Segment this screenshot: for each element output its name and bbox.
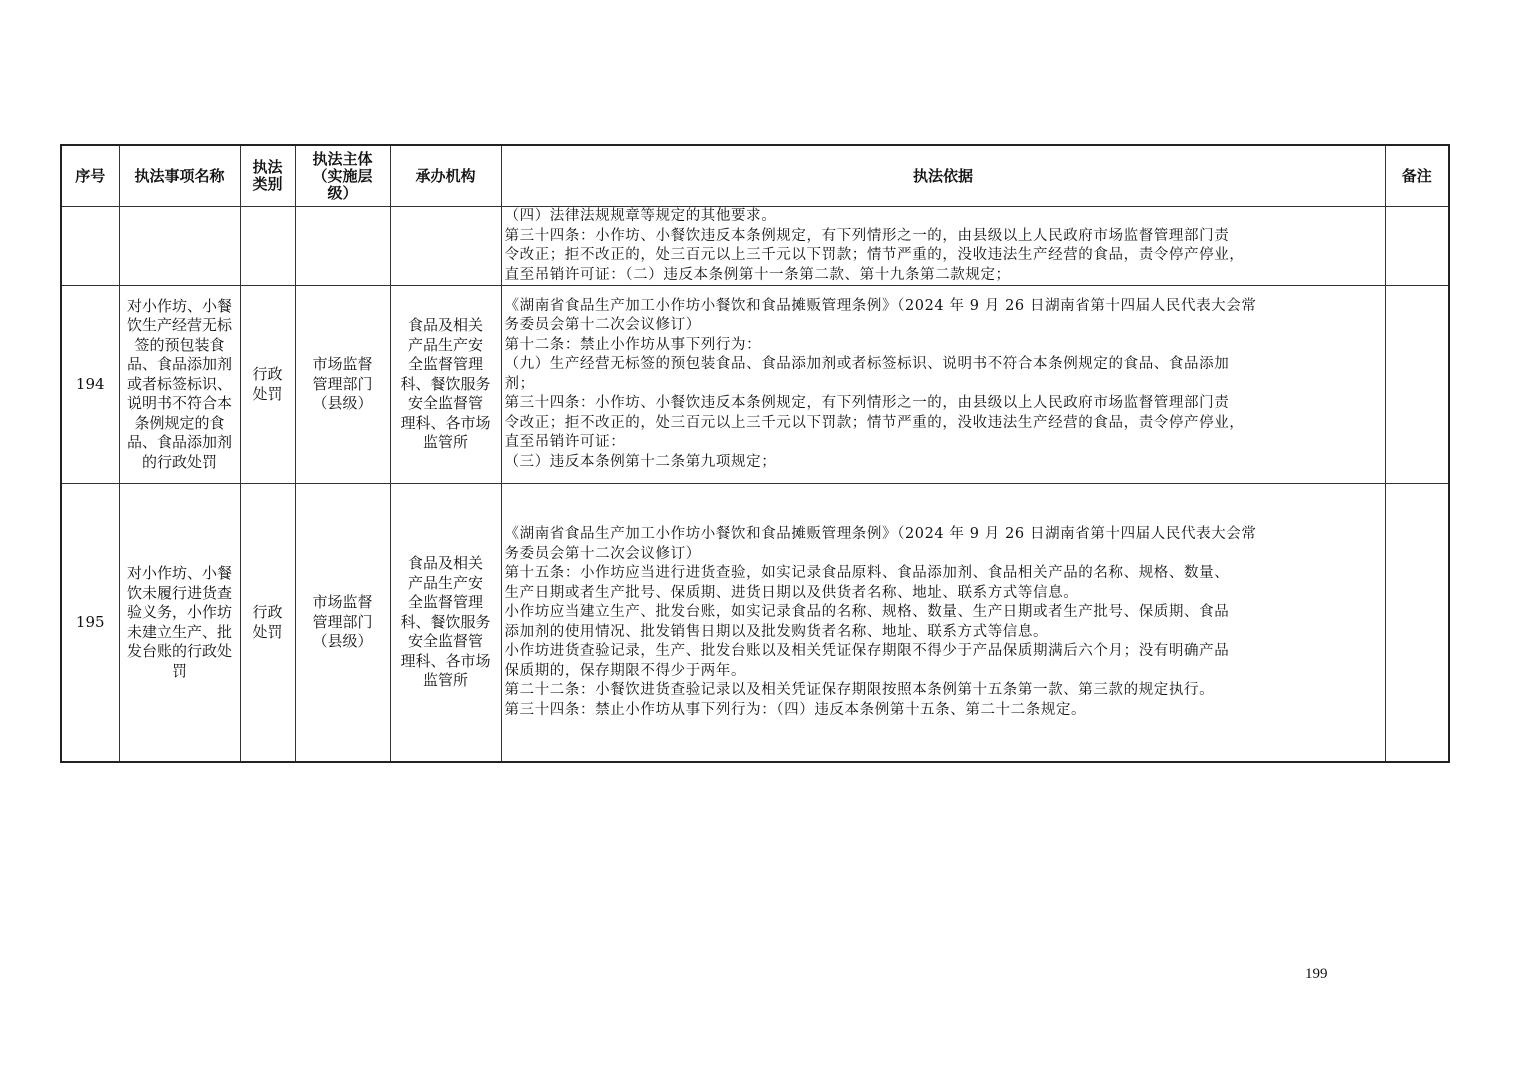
basis-line: 添加剂的使用情况、批发销售日期以及批发购货者名称、地址、联系方式等信息。 bbox=[504, 623, 1049, 640]
table-row bbox=[61, 207, 1449, 286]
cell-org: 食品及相关 产品生产安 全监督管理 科、餐饮服务 安全监督管 理科、各市场 监管所 bbox=[390, 286, 501, 484]
cell-subject bbox=[295, 207, 390, 286]
basis-line: 第十五条：小作坊应当进行进货查验，如实记录食品原料、食品添加剂、食品相关产品的名称、规格、数量、 bbox=[504, 565, 1230, 581]
basis-line: 令改正；拒不改正的，处三百元以上三千元以下罚款；情节严重的，没收违法生产经营的食品，责令停产停业， bbox=[504, 414, 1245, 431]
header-seq: 序号 bbox=[61, 145, 119, 207]
header-note: 备注 bbox=[1385, 145, 1449, 207]
basis-line: （四）法律法规规章等规定的其他要求。 bbox=[504, 208, 777, 224]
basis-line: 《湖南省食品生产加工小作坊小餐饮和食品摊贩管理条例》（2024 年 9 月 26 日湖南省第十四届人民代表大会常 bbox=[504, 297, 1257, 314]
cell-category bbox=[240, 207, 295, 286]
basis-line: 直至吊销许可证： bbox=[504, 434, 626, 451]
header-org: 承办机构 bbox=[390, 145, 501, 207]
cell-note bbox=[1385, 286, 1449, 484]
cell-basis bbox=[501, 207, 1385, 286]
basis-line: 务委员会第十二次会议修订） bbox=[504, 317, 701, 334]
cell-name: 对小作坊、小餐饮生产经营无标签的预包装食品、食品添加剂或者标签标识、说明书不符合本条例规定的食品、食品添加剂的行政处罚 bbox=[119, 286, 240, 484]
cell-note bbox=[1385, 207, 1449, 286]
basis-line: 第三十四条：小作坊、小餐饮违反本条例规定，有下列情形之一的，由县级以上人民政府市场监督管理部门责 bbox=[504, 395, 1230, 412]
table-row bbox=[61, 286, 1449, 484]
cell-org: 食品及相关 产品生产安 全监督管理 科、餐饮服务 安全监督管 理科、各市场 监管所 bbox=[390, 484, 501, 763]
cell-subject: 市场监督 管理部门 （县级） bbox=[295, 484, 390, 763]
basis-line: 《湖南省食品生产加工小作坊小餐饮和食品摊贩管理条例》（2024 年 9 月 26 日湖南省第十四届人民代表大会常 bbox=[504, 526, 1257, 542]
cell-org bbox=[390, 207, 501, 286]
cell-seq: 195 bbox=[61, 484, 119, 763]
basis-line: 令改正；拒不改正的，处三百元以上三千元以下罚款；情节严重的，没收违法生产经营的食品，责令停产停业， bbox=[504, 247, 1245, 263]
cell-category: 行政 处罚 bbox=[240, 484, 295, 763]
cell-name: 对小作坊、小餐饮未履行进货查验义务，小作坊未建立生产、批发台账的行政处罚 bbox=[119, 484, 240, 763]
page-number: 199 bbox=[1305, 966, 1328, 982]
cell-seq bbox=[61, 207, 119, 286]
table-row bbox=[61, 484, 1449, 763]
basis-line: 剂； bbox=[504, 375, 535, 392]
basis-line: 第三十四条：小作坊、小餐饮违反本条例规定，有下列情形之一的，由县级以上人民政府市场监督管理部门责 bbox=[504, 227, 1230, 244]
basis-line: 第十二条：禁止小作坊从事下列行为： bbox=[504, 336, 762, 353]
basis-line: 小作坊进货查验记录，生产、批发台账以及相关凭证保存期限不得少于产品保质期满后六个月；没有明确产品 bbox=[504, 643, 1230, 659]
cell-basis bbox=[501, 286, 1385, 484]
header-category: 执法 类别 bbox=[240, 145, 295, 207]
basis-line: （九）生产经营无标签的预包装食品、食品添加剂或者标签标识、说明书不符合本条例规定的食品、食品添加 bbox=[504, 356, 1230, 373]
header-basis: 执法依据 bbox=[501, 145, 1385, 207]
cell-seq: 194 bbox=[61, 286, 119, 484]
enforcement-table bbox=[60, 144, 1450, 763]
cell-subject: 市场监督 管理部门 （县级） bbox=[295, 286, 390, 484]
basis-line: 小作坊应当建立生产、批发台账，如实记录食品的名称、规格、数量、生产日期或者生产批号、保质期、食品 bbox=[504, 604, 1230, 620]
basis-line: 直至吊销许可证：（二）违反本条例第十一条第二款、第十九条第二款规定； bbox=[504, 266, 1011, 283]
basis-line: 第三十四条：禁止小作坊从事下列行为：（四）违反本条例第十五条、第二十二条规定。 bbox=[504, 701, 1087, 718]
cell-name bbox=[119, 207, 240, 286]
basis-line: （三）违反本条例第十二条第九项规定； bbox=[504, 453, 777, 470]
header-name: 执法事项名称 bbox=[119, 145, 240, 207]
basis-line: 保质期的，保存期限不得少于两年。 bbox=[504, 662, 747, 679]
header-subject: 执法主体 （实施层 级） bbox=[295, 145, 390, 207]
basis-line: 务委员会第十二次会议修订） bbox=[504, 545, 701, 562]
cell-note bbox=[1385, 484, 1449, 763]
basis-line: 生产日期或者生产批号、保质期、进货日期以及供货者名称、地址、联系方式等信息。 bbox=[504, 584, 1079, 601]
cell-basis bbox=[501, 484, 1385, 763]
cell-category: 行政 处罚 bbox=[240, 286, 295, 484]
basis-line: 第二十二条：小餐饮进货查验记录以及相关凭证保存期限按照本条例第十五条第一款、第三款的规定执行。 bbox=[504, 682, 1215, 698]
header-row bbox=[61, 145, 1449, 207]
